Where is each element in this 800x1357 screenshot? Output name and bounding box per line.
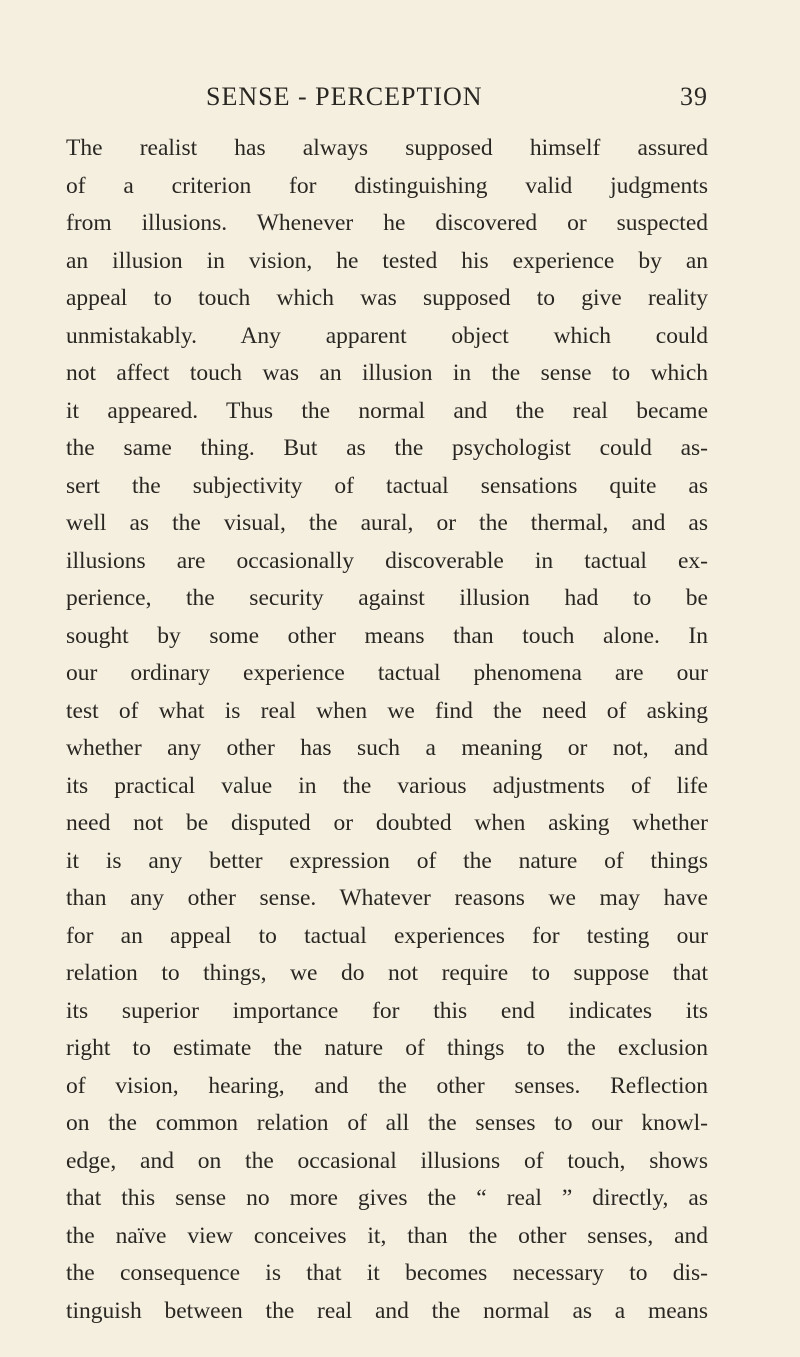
text-line: tinguish between the real and the normal as a means [66, 1297, 708, 1324]
text-line: of vision, hearing, and the other senses. Reflection [66, 1072, 708, 1099]
text-line: perience, the security against illusion had to be [66, 585, 708, 611]
text-line: of a criterion for distinguishing valid judgments [66, 172, 708, 199]
text-line: not affect touch was an illusion in the sense to which [66, 360, 708, 386]
text-line: from illusions. Whenever he discovered or suspected [66, 210, 708, 236]
text-line: its practical value in the various adjustments of life [66, 772, 708, 799]
text-line: illusions are occasionally discoverable in tactual ex- [66, 547, 708, 574]
text-line: it appeared. Thus the normal and the real became [66, 397, 708, 424]
text-line: that this sense no more gives the “ real ” directly, as [66, 1185, 708, 1211]
text-line: than any other sense. Whatever reasons we may have [66, 885, 708, 911]
text-line: whether any other has such a meaning or not, and [66, 735, 708, 761]
running-head [66, 82, 708, 122]
text-line: well as the visual, the aural, or the thermal, and as [66, 510, 708, 536]
text-line: test of what is real when we find the need of asking [66, 697, 708, 724]
page-number: 39 [680, 82, 708, 111]
text-line: for an appeal to tactual experiences for testing our [66, 922, 708, 949]
text-line: relation to things, we do not require to suppose that [66, 960, 708, 986]
text-line: on the common relation of all the senses to our knowl- [66, 1110, 708, 1136]
text-line: it is any better expression of the nature of things [66, 847, 708, 874]
text-line: the same thing. But as the psychologist could as- [66, 435, 708, 461]
text-line: its superior importance for this end indicates its [66, 997, 708, 1024]
text-line: need not be disputed or doubted when asking whether [66, 810, 708, 836]
text-line: sought by some other means than touch alone. In [66, 622, 708, 649]
text-line: unmistakably. Any apparent object which could [66, 322, 708, 349]
running-head-title: SENSE - PERCEPTION [206, 82, 483, 111]
text-line: edge, and on the occasional illusions of touch, shows [66, 1147, 708, 1174]
text-line: an illusion in vision, he tested his experience by an [66, 247, 708, 274]
text-line: The realist has always supposed himself assured [66, 135, 708, 161]
text-line: appeal to touch which was supposed to give reality [66, 285, 708, 311]
body-paragraph [66, 130, 708, 1330]
text-line: right to estimate the nature of things to the exclusion [66, 1035, 708, 1061]
text-line: the consequence is that it becomes necessary to dis- [66, 1260, 708, 1286]
text-line: sert the subjectivity of tactual sensations quite as [66, 472, 708, 499]
text-line: our ordinary experience tactual phenomena are our [66, 660, 708, 686]
text-line: the naïve view conceives it, than the other senses, and [66, 1222, 708, 1249]
